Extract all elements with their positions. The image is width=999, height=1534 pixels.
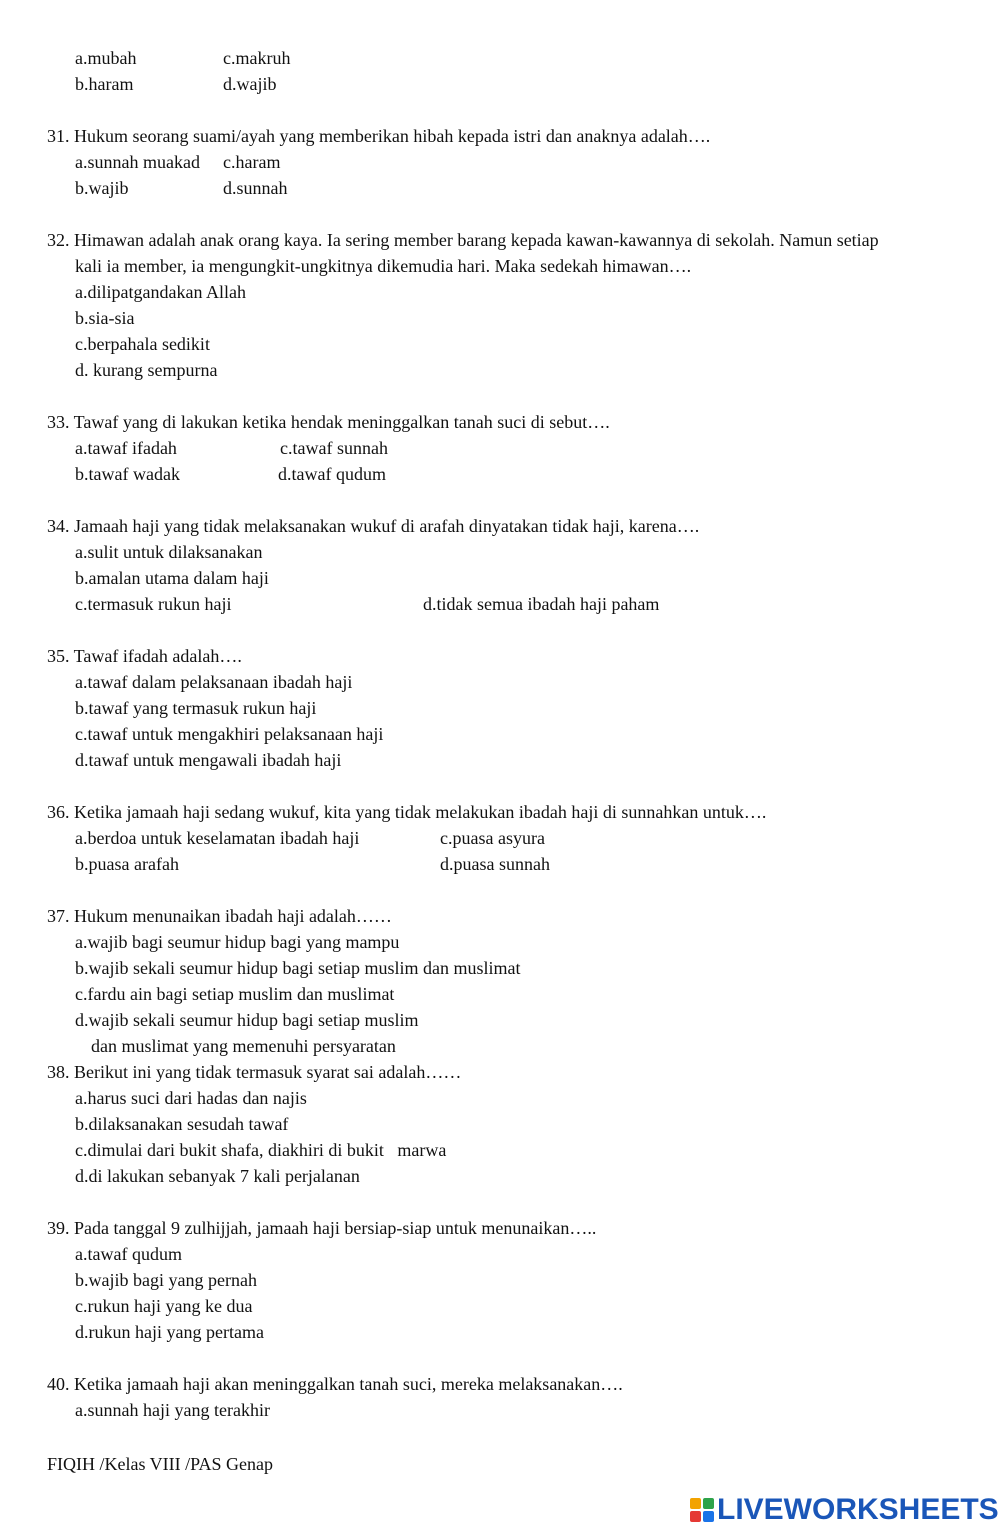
q34-option-b: b.amalan utama dalam haji <box>75 568 269 588</box>
q34-option-c: c.termasuk rukun haji <box>75 594 232 614</box>
q36-option-a: a.berdoa untuk keselamatan ibadah haji <box>75 828 360 848</box>
q30-option-b: b.haram <box>75 74 134 94</box>
q31-option-c: c.haram <box>223 152 281 172</box>
q37-question: 37. Hukum menunaikan ibadah haji adalah…… <box>47 906 392 926</box>
liveworksheets-logo-text: LIVEWORKSHEETS <box>717 1493 999 1526</box>
q34-option-a: a.sulit untuk dilaksanakan <box>75 542 263 562</box>
q39-option-b: b.wajib bagi yang pernah <box>75 1270 257 1290</box>
q31-option-a: a.sunnah muakad <box>75 152 200 172</box>
q32-option-a: a.dilipatgandakan Allah <box>75 282 246 302</box>
q38-option-a: a.harus suci dari hadas dan najis <box>75 1088 307 1108</box>
q37-option-b: b.wajib sekali seumur hidup bagi setiap muslim dan muslimat <box>75 958 521 978</box>
liveworksheets-logo <box>690 1492 999 1528</box>
q39-option-d: d.rukun haji yang pertama <box>75 1322 264 1342</box>
q30-option-c: c.makruh <box>223 48 291 68</box>
q32-option-b: b.sia-sia <box>75 308 135 328</box>
q33-option-d: d.tawaf qudum <box>278 464 386 484</box>
q35-option-d: d.tawaf untuk mengawali ibadah haji <box>75 750 342 770</box>
q32-question-line-2: kali ia member, ia mengungkit-ungkitnya dikemudia hari. Maka sedekah himawan…. <box>75 256 692 276</box>
q39-option-a: a.tawaf qudum <box>75 1244 182 1264</box>
q39-question: 39. Pada tanggal 9 zulhijjah, jamaah haji bersiap-siap untuk menunaikan….. <box>47 1218 597 1238</box>
q30-option-a: a.mubah <box>75 48 137 68</box>
q35-option-a: a.tawaf dalam pelaksanaan ibadah haji <box>75 672 353 692</box>
q40-option-a: a.sunnah haji yang terakhir <box>75 1400 270 1420</box>
q33-option-c: c.tawaf sunnah <box>280 438 388 458</box>
q34-question: 34. Jamaah haji yang tidak melaksanakan wukuf di arafah dinyatakan tidak haji, karena…. <box>47 516 700 536</box>
q32-option-c: c.berpahala sedikit <box>75 334 210 354</box>
q37-option-d-continuation: dan muslimat yang memenuhi persyaratan <box>91 1036 396 1056</box>
q39-option-c: c.rukun haji yang ke dua <box>75 1296 253 1316</box>
q37-option-d: d.wajib sekali seumur hidup bagi setiap muslim <box>75 1010 419 1030</box>
q36-question: 36. Ketika jamaah haji sedang wukuf, kita yang tidak melakukan ibadah haji di sunnahkan untuk…. <box>47 802 767 822</box>
q35-option-c: c.tawaf untuk mengakhiri pelaksanaan haji <box>75 724 384 744</box>
q38-option-b: b.dilaksanakan sesudah tawaf <box>75 1114 289 1134</box>
q37-option-c: c.fardu ain bagi setiap muslim dan muslimat <box>75 984 395 1004</box>
q36-option-c: c.puasa asyura <box>440 828 545 848</box>
liveworksheets-logo-icon <box>690 1498 714 1522</box>
q31-option-b: b.wajib <box>75 178 129 198</box>
q36-option-d: d.puasa sunnah <box>440 854 550 874</box>
q32-option-d: d. kurang sempurna <box>75 360 218 380</box>
q31-question: 31. Hukum seorang suami/ayah yang memberikan hibah kepada istri dan anaknya adalah…. <box>47 126 711 146</box>
q34-option-d: d.tidak semua ibadah haji paham <box>423 594 660 614</box>
q33-option-a: a.tawaf ifadah <box>75 438 177 458</box>
q30-option-d: d.wajib <box>223 74 277 94</box>
q37-option-a: a.wajib bagi seumur hidup bagi yang mampu <box>75 932 400 952</box>
q33-option-b: b.tawaf wadak <box>75 464 180 484</box>
q33-question: 33. Tawaf yang di lakukan ketika hendak meninggalkan tanah suci di sebut…. <box>47 412 610 432</box>
q35-option-b: b.tawaf yang termasuk rukun haji <box>75 698 317 718</box>
page-footer: FIQIH /Kelas VIII /PAS Genap <box>47 1454 273 1474</box>
q38-question: 38. Berikut ini yang tidak termasuk syarat sai adalah…… <box>47 1062 462 1082</box>
q32-question-line-1: 32. Himawan adalah anak orang kaya. Ia sering member barang kepada kawan-kawannya di sekolah. Namun setiap <box>47 230 879 250</box>
q31-option-d: d.sunnah <box>223 178 288 198</box>
q38-option-d: d.di lakukan sebanyak 7 kali perjalanan <box>75 1166 360 1186</box>
q40-question: 40. Ketika jamaah haji akan meninggalkan tanah suci, mereka melaksanakan…. <box>47 1374 623 1394</box>
q38-option-c: c.dimulai dari bukit shafa, diakhiri di bukit marwa <box>75 1140 447 1160</box>
q36-option-b: b.puasa arafah <box>75 854 179 874</box>
q35-question: 35. Tawaf ifadah adalah…. <box>47 646 242 666</box>
